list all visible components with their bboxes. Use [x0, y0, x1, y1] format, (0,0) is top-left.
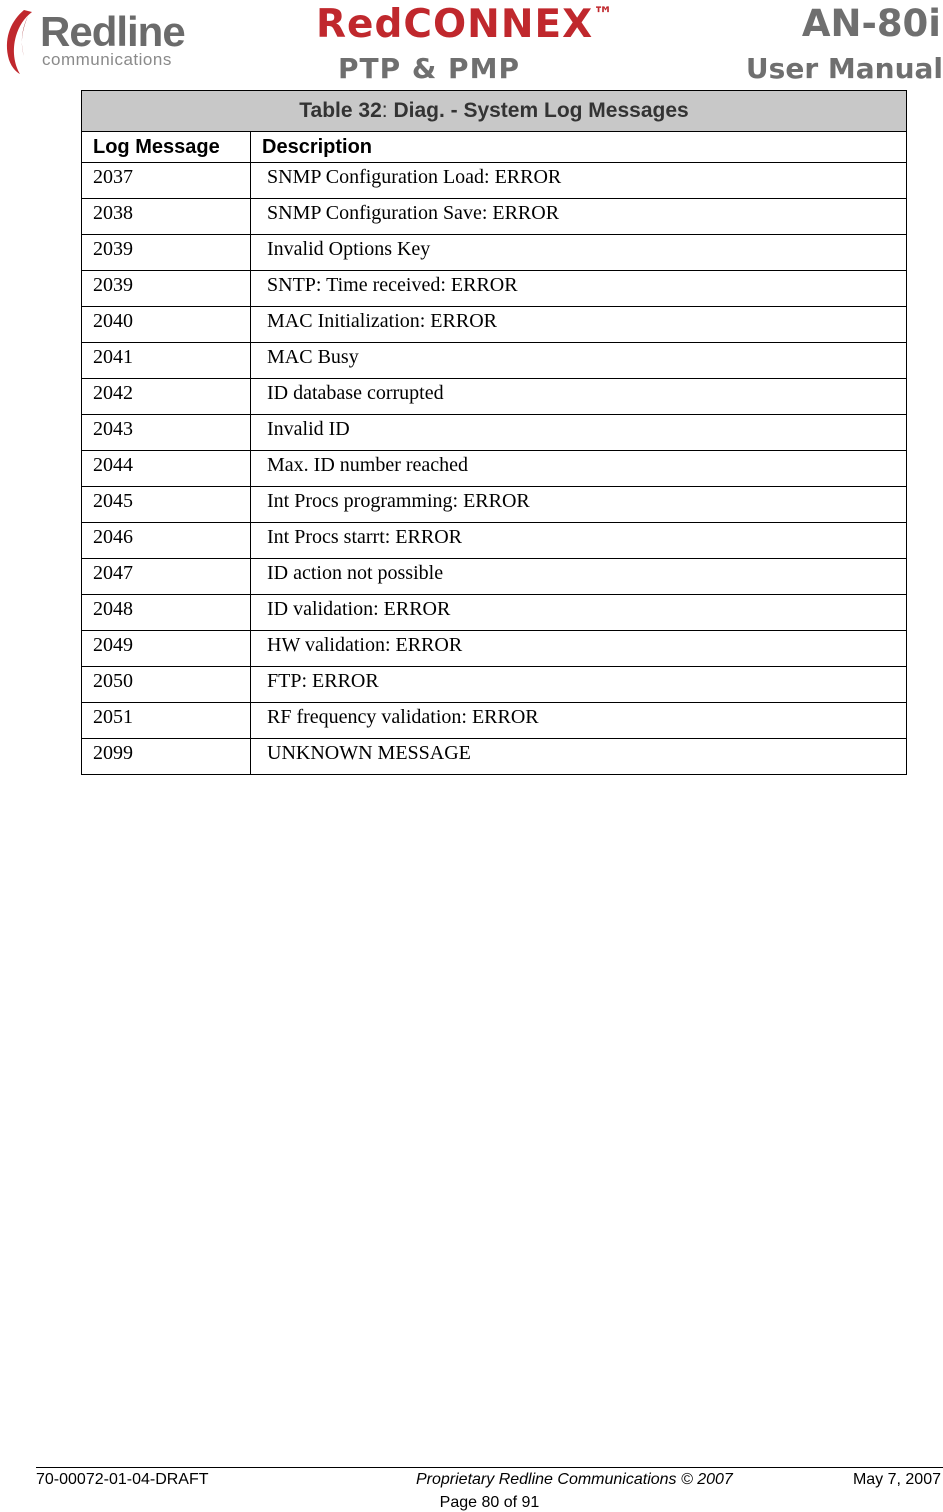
footer-date: May 7, 2007 [852, 1471, 941, 1488]
log-messages-table [81, 90, 907, 775]
log-message-description: MAC Initialization: ERROR [251, 307, 907, 343]
log-message-description: FTP: ERROR [251, 667, 907, 703]
redline-logo [2, 6, 222, 76]
log-message-code: 2043 [82, 415, 251, 451]
table-row [82, 595, 907, 631]
column-header-log-message: Log Message [82, 132, 251, 163]
log-message-code: 2046 [82, 523, 251, 559]
table-row [82, 343, 907, 379]
table-row [82, 523, 907, 559]
table-row [82, 235, 907, 271]
log-message-code: 2050 [82, 667, 251, 703]
product-name-red: Red [316, 2, 404, 47]
product-name-rest: CONNEX [403, 2, 594, 47]
table-caption-separator: : [381, 99, 394, 122]
log-message-code: 2041 [82, 343, 251, 379]
table-body [82, 163, 907, 775]
log-message-description: MAC Busy [251, 343, 907, 379]
redline-swoosh-icon [2, 6, 42, 76]
table-row [82, 703, 907, 739]
page-header [0, 0, 943, 92]
log-message-description: HW validation: ERROR [251, 631, 907, 667]
model-name: AN-80i [801, 2, 941, 45]
table-row [82, 451, 907, 487]
log-message-code: 2040 [82, 307, 251, 343]
table-row [82, 667, 907, 703]
table-row [82, 415, 907, 451]
trademark-symbol: ™ [593, 2, 615, 26]
table-row [82, 271, 907, 307]
log-message-code: 2042 [82, 379, 251, 415]
log-message-description: Max. ID number reached [251, 451, 907, 487]
table-caption-label: Table 32 [299, 99, 382, 122]
page-footer [36, 1467, 943, 1511]
log-message-description: ID database corrupted [251, 379, 907, 415]
logo-wordmark: Redline [40, 8, 185, 55]
manual-label: User Manual [745, 52, 943, 85]
log-message-code: 2039 [82, 271, 251, 307]
logo-subtext: communications [42, 50, 172, 69]
log-message-description: SNTP: Time received: ERROR [251, 271, 907, 307]
log-message-code: 2047 [82, 559, 251, 595]
table-row [82, 739, 907, 775]
log-message-description: UNKNOWN MESSAGE [251, 739, 907, 775]
log-message-description: RF frequency validation: ERROR [251, 703, 907, 739]
log-message-code: 2051 [82, 703, 251, 739]
log-message-code: 2039 [82, 235, 251, 271]
table-caption-title: Diag. - System Log Messages [393, 99, 689, 122]
log-message-description: Invalid Options Key [251, 235, 907, 271]
product-name [316, 2, 614, 47]
table-row [82, 163, 907, 199]
table-row [82, 379, 907, 415]
table-row [82, 487, 907, 523]
table-row [82, 559, 907, 595]
table-row [82, 631, 907, 667]
log-message-description: Int Procs programming: ERROR [251, 487, 907, 523]
footer-page-number: Page 80 of 91 [439, 1494, 540, 1511]
log-message-code: 2048 [82, 595, 251, 631]
log-message-description: Invalid ID [251, 415, 907, 451]
log-message-code: 2038 [82, 199, 251, 235]
log-message-description: Int Procs starrt: ERROR [251, 523, 907, 559]
log-message-code: 2099 [82, 739, 251, 775]
log-message-code: 2049 [82, 631, 251, 667]
log-message-description: SNMP Configuration Load: ERROR [251, 163, 907, 199]
column-header-description: Description [251, 132, 907, 163]
table-caption [82, 91, 907, 132]
table-row [82, 307, 907, 343]
log-message-description: SNMP Configuration Save: ERROR [251, 199, 907, 235]
footer-copyright: Proprietary Redline Communications © 2007 [416, 1471, 733, 1488]
product-subtitle: PTP & PMP [338, 52, 520, 85]
footer-doc-id: 70-00072-01-04-DRAFT [36, 1471, 209, 1488]
log-message-code: 2044 [82, 451, 251, 487]
log-message-code: 2037 [82, 163, 251, 199]
table-row [82, 199, 907, 235]
log-message-description: ID action not possible [251, 559, 907, 595]
log-message-description: ID validation: ERROR [251, 595, 907, 631]
log-message-code: 2045 [82, 487, 251, 523]
